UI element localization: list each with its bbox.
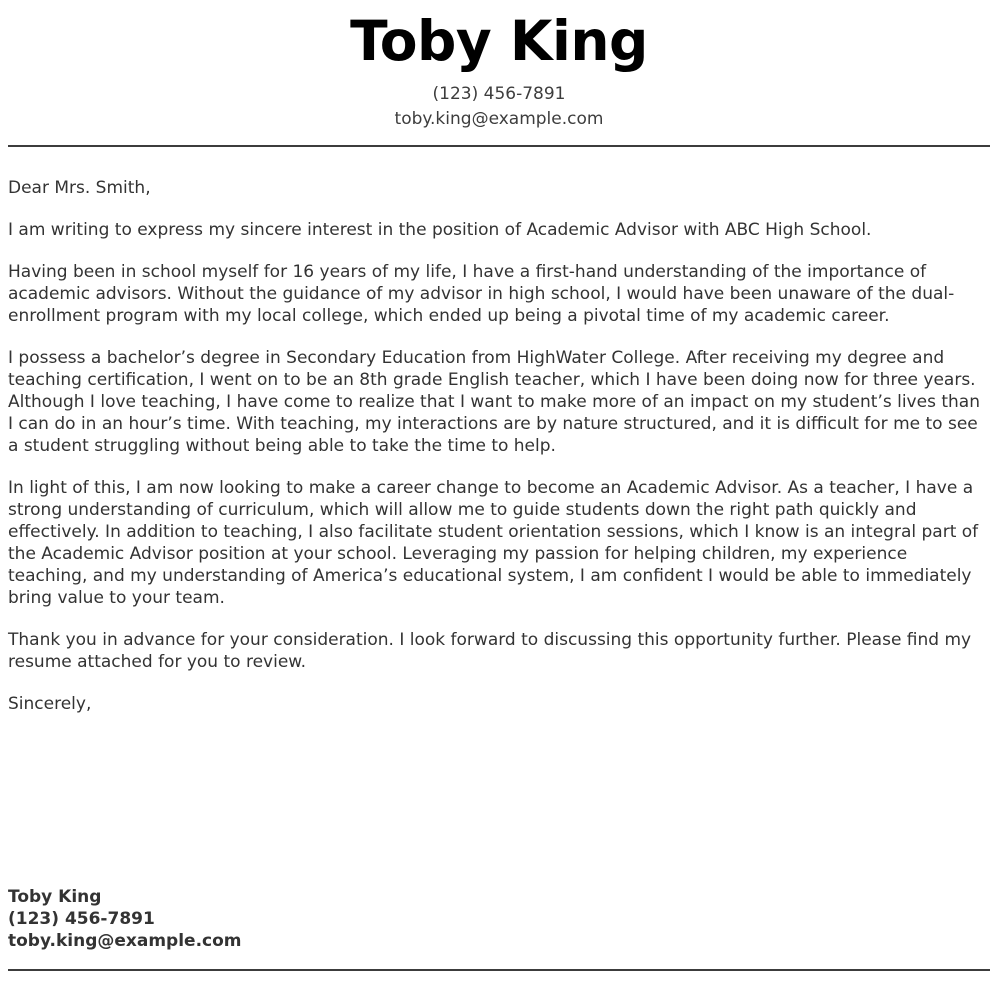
body-paragraph-4: In light of this, I am now looking to make a career change to become an Academic Advisor. As a teacher, I have a strong understanding of curriculum, which will allow me to guide students down the right path quickly and effectively. In addition to teaching, I also facilitate student orientation sessions, which I know is an integral part of the Academic Advisor position at your school. Leveraging my passion for helping children, my experience teaching, and my understanding of America’s educational system, I am confident I would be able to immediately bring value to your team. xyxy=(8,478,979,608)
letterhead-contact-info xyxy=(8,82,990,132)
letter-body xyxy=(8,147,990,715)
letterhead-email: toby.king@example.com xyxy=(394,109,604,129)
page-title: Toby King xyxy=(350,9,648,73)
body-paragraph-3: I possess a bachelor’s degree in Secondary Education from HighWater College. After receiving my degree and teaching certification, I went on to be an 8th grade English teacher, which I have been doing now for three years. Although I love teaching, I have come to realize that I want to make more of an impact on my student’s lives than I can do in an hour’s time. With teaching, my interactions are by nature structured, and it is difficult for me to see a student struggling without being able to take the time to help. xyxy=(8,348,980,456)
body-paragraph-1: I am writing to express my sincere interest in the position of Academic Advisor with ABC High School. xyxy=(8,220,872,240)
body-paragraph-5: Thank you in advance for your consideration. I look forward to discussing this opportunity further. Please find my resume attached for you to review. xyxy=(8,630,972,672)
signature-phone: (123) 456-7891 xyxy=(8,909,155,929)
signature-block xyxy=(8,886,242,952)
footer-divider xyxy=(8,969,990,971)
body-paragraph-2: Having been in school myself for 16 years of my life, I have a first-hand understanding of the importance of academic advisors. Without the guidance of my advisor in high school, I would have been unaware of the dual-enrollment program with my local college, which ended up being a pivotal time of my academic career. xyxy=(8,262,955,326)
letterhead xyxy=(8,0,990,132)
letterhead-phone: (123) 456-7891 xyxy=(432,84,566,104)
closing-salutation: Sincerely, xyxy=(8,694,92,714)
salutation: Dear Mrs. Smith, xyxy=(8,178,151,198)
signature-email: toby.king@example.com xyxy=(8,931,242,951)
signature-name: Toby King xyxy=(8,887,102,907)
